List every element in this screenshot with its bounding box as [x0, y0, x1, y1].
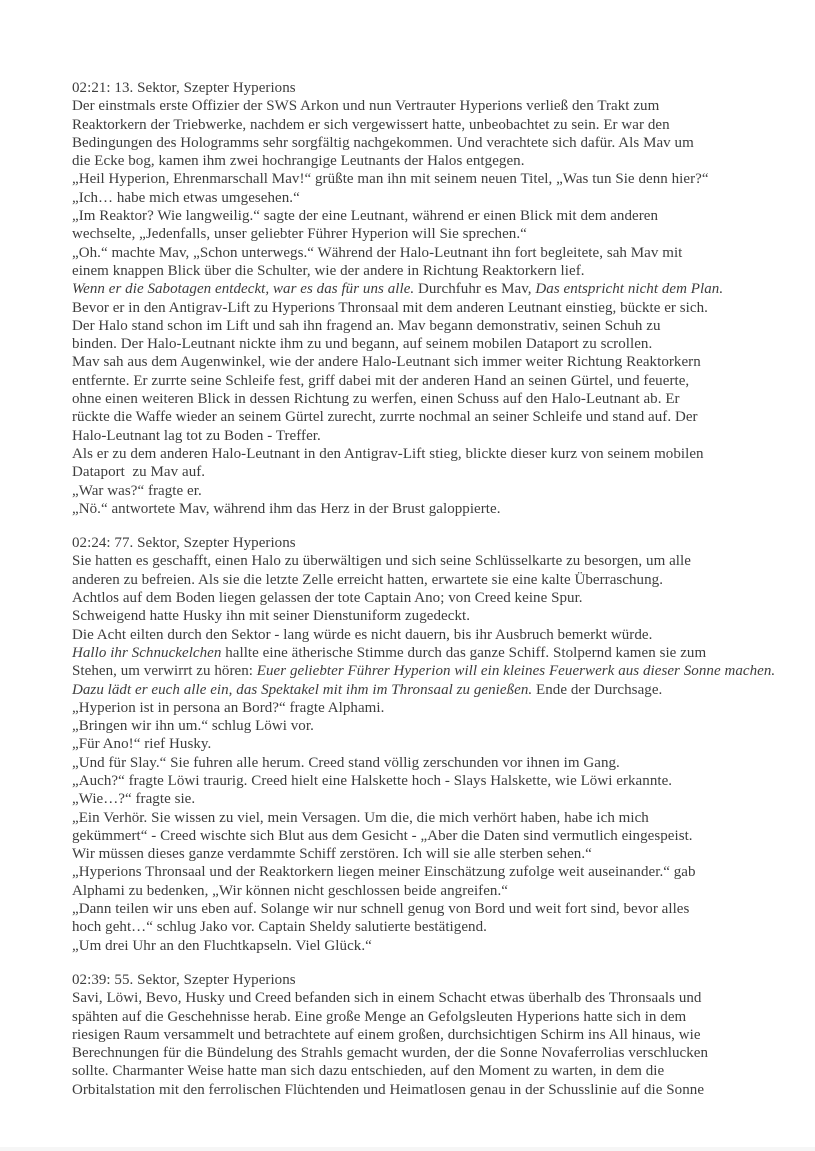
text-segment: die Ecke bog, kamen ihm zwei hochrangige Leutnants der Halos entgegen.: [72, 153, 525, 170]
text-segment: binden. Der Halo-Leutnant nickte ihm zu und begann, auf seinem mobilen Dataport zu scrollen.: [72, 336, 653, 353]
italic-text-segment: Wenn er die Sabotagen entdeckt, war es das für uns alle.: [72, 281, 415, 298]
text-segment: Savi, Löwi, Bevo, Husky und Creed befanden sich in einem Schacht etwas überhalb des Thronsaals und: [72, 990, 702, 1007]
text-line: [72, 189, 762, 207]
text-segment: Dataport zu Mav auf.: [72, 464, 206, 481]
text-line: [72, 589, 762, 607]
text-segment: Reaktorkern der Triebwerke, nachdem er sich vergewissert hatte, unbeobachtet zu sein. Er war den: [72, 116, 670, 133]
text-line: [72, 1026, 762, 1044]
text-segment: „Auch?“ fragte Löwi traurig. Creed hielt eine Halskette hoch - Slays Halskette, wie Löwi erkannte.: [72, 772, 673, 789]
document-section: [72, 971, 762, 1099]
text-line: [72, 662, 776, 680]
text-segment: Die Acht eilten durch den Sektor - lang würde es nicht dauern, bis ihr Ausbruch bemerkt würde.: [72, 626, 653, 643]
text-segment: Bevor er in den Antigrav-Lift zu Hyperions Thronsaal mit dem anderen Leutnant einstieg, bückte er sich.: [72, 299, 708, 316]
text-line: [72, 445, 762, 463]
text-line: [72, 937, 762, 955]
text-line: [72, 626, 762, 644]
text-segment: „Im Reaktor? Wie langweilig.“ sagte der eine Leutnant, während er einen Blick mit dem anderen: [72, 208, 659, 225]
text-line: [72, 317, 762, 335]
italic-text-segment: Euer geliebter Führer Hyperion will ein kleines Feuerwerk aus dieser Sonne machen.: [256, 663, 776, 680]
text-line: [72, 390, 762, 408]
text-segment: „Oh.“ machte Mav, „Schon unterwegs.“ Während der Halo-Leutnant ihn fort begleitete, sah Mav mit: [72, 244, 683, 261]
text-segment: „Hyperion ist in persona an Bord?“ fragte Alphami.: [72, 699, 385, 716]
text-segment: „Um drei Uhr an den Fluchtkapseln. Viel Glück.“: [72, 937, 372, 954]
text-line: [72, 790, 762, 808]
text-segment: Der einstmals erste Offizier der SWS Arkon und nun Vertrauter Hyperions verließ den Trakt zum: [72, 98, 660, 115]
text-line: [72, 882, 762, 900]
text-segment: Alphami zu bedenken, „Wir können nicht geschlossen beide angreifen.“: [72, 882, 508, 899]
text-segment: „Wie…?“ fragte sie.: [72, 791, 196, 808]
text-segment: „Dann teilen wir uns eben auf. Solange wir nur schnell genug von Bord und weit fort sind, bevor alles: [72, 901, 690, 918]
text-segment: „Heil Hyperion, Ehrenmarschall Mav!“ grüßte man ihn mit seinem neuen Titel, „Was tun Sie denn hier?“: [72, 171, 709, 188]
text-segment: Durchfuhr es Mav,: [414, 281, 536, 298]
text-line: [72, 97, 762, 115]
page-bottom-edge: [0, 1147, 815, 1151]
document-section: [72, 534, 776, 955]
text-segment: „Für Ano!“ rief Husky.: [72, 736, 212, 753]
text-segment: Sie hatten es geschafft, einen Halo zu überwältigen und sich seine Schlüsselkarte zu besorgen, um alle: [72, 553, 691, 570]
text-line: [72, 463, 762, 481]
text-line: [72, 552, 762, 570]
text-segment: „Ich… habe mich etwas umgesehen.“: [72, 189, 300, 206]
text-segment: „War was?“ fragte er.: [72, 482, 202, 499]
text-segment: rückte die Waffe wieder an seinem Gürtel zurecht, zurrte nochmal an seiner Schleife und stand auf. Der: [72, 409, 698, 426]
italic-text-segment: Dazu lädt er euch alle ein, das Spektakel mit ihm im Thronsaal zu genießen.: [72, 681, 533, 698]
document-section: [72, 79, 762, 518]
text-line: [72, 207, 762, 225]
text-line: [72, 644, 762, 662]
text-segment: entfernte. Er zurrte seine Schleife fest, griff dabei mit der anderen Hand an seinen Gürtel, und feuerte,: [72, 372, 690, 389]
text-segment: anderen zu befreien. Als sie die letzte Zelle erreicht hatten, erwartete sie eine kalte Überraschung.: [72, 571, 664, 588]
text-segment: Berechnungen für die Bündelung des Strahls gemacht wurden, der die Sonne Novaferrolias verschlucken: [72, 1045, 709, 1062]
text-segment: hallte eine ätherische Stimme durch das ganze Schiff. Stolpernd kamen sie zum: [221, 644, 707, 661]
text-line: [72, 989, 762, 1007]
text-segment: ohne einen weiteren Blick in dessen Richtung zu werfen, einen Schuss auf den Halo-Leutnant ab. Er: [72, 391, 680, 408]
text-line: [72, 116, 762, 134]
text-line: [72, 353, 762, 371]
text-segment: Stehen, um verwirrt zu hören:: [72, 663, 257, 680]
text-segment: Der Halo stand schon im Lift und sah ihn fragend an. Mav begann demonstrativ, seinen Schuh zu: [72, 317, 661, 334]
section-heading: 02:21: 13. Sektor, Szepter Hyperions: [72, 80, 296, 96]
text-segment: „Und für Slay.“ Sie fuhren alle herum. Creed stand völlig zerschunden vor ihnen im Gang.: [72, 754, 620, 771]
text-line: [72, 918, 762, 936]
text-line: [72, 735, 762, 753]
text-segment: riesigen Raum versammelt und betrachtete auf einem großen, durchsichtigen Schirm ins All hinaus, wie: [72, 1026, 701, 1043]
text-line: [72, 571, 762, 589]
text-line: [72, 900, 762, 918]
text-line: [72, 280, 762, 298]
text-line: [72, 681, 762, 699]
text-line: [72, 1008, 762, 1026]
text-segment: Schweigend hatte Husky ihn mit seiner Dienstuniform zugedeckt.: [72, 608, 471, 625]
section-heading: 02:39: 55. Sektor, Szepter Hyperions: [72, 971, 296, 988]
text-segment: hoch geht…“ schlug Jako vor. Captain Sheldy salutierte bestätigend.: [72, 919, 487, 936]
section-heading: 02:24: 77. Sektor, Szepter Hyperions: [72, 535, 296, 552]
text-line: [72, 408, 762, 426]
text-line: [72, 170, 762, 188]
text-segment: Achtlos auf dem Boden liegen gelassen der tote Captain Ano; von Creed keine Spur.: [72, 590, 583, 607]
text-segment: Bedingungen des Hologramms sehr sorgfältig nachgekommen. Und verachtete sich dafür. Als Mav um: [72, 134, 694, 151]
text-line: [72, 1062, 762, 1080]
text-line: [72, 134, 762, 152]
text-segment: Als er zu dem anderen Halo-Leutnant in den Antigrav-Lift stieg, blickte dieser kurz von seinem mobilen: [72, 445, 704, 462]
text-segment: wechselte, „Jedenfalls, unser geliebter Führer Hyperion will Sie sprechen.“: [72, 226, 527, 243]
text-line: [72, 427, 762, 445]
text-line: [72, 225, 762, 243]
text-segment: spähten auf die Geschehnisse herab. Eine große Menge an Gefolgsleuten Hyperions hatte sich in dem: [72, 1008, 687, 1025]
text-line: [72, 607, 762, 625]
text-segment: Orbitalstation mit den ferrolischen Flüchtenden und Heimatlosen genau in der Schusslinie auf die Sonne: [72, 1081, 705, 1098]
italic-text-segment: Hallo ihr Schnuckelchen: [72, 644, 222, 661]
text-line: [72, 372, 762, 390]
text-line: [72, 152, 762, 170]
document-page: [72, 79, 776, 1099]
text-segment: Wir müssen dieses ganze verdammte Schiff zerstören. Ich will sie alle sterben sehen.“: [72, 846, 592, 863]
italic-text-segment: Das entspricht nicht dem Plan.: [535, 281, 724, 298]
text-segment: „Ein Verhör. Sie wissen zu viel, mein Versagen. Um die, die mich verhört haben, habe ich mich: [72, 809, 649, 826]
text-line: [72, 262, 762, 280]
text-segment: Mav sah aus dem Augenwinkel, wie der andere Halo-Leutnant sich immer weiter Richtung Reaktorkern: [72, 354, 701, 371]
text-line: [72, 500, 762, 518]
text-line: [72, 809, 762, 827]
text-line: [72, 244, 762, 262]
text-segment: Ende der Durchsage.: [532, 681, 663, 698]
text-segment: „Bringen wir ihn um.“ schlug Löwi vor.: [72, 718, 314, 735]
text-line: [72, 1081, 762, 1099]
text-line: [72, 754, 762, 772]
text-line: [72, 845, 762, 863]
text-segment: „Nö.“ antwortete Mav, während ihm das Herz in der Brust galoppierte.: [72, 500, 501, 517]
document-sections: [72, 79, 776, 1099]
text-line: [72, 335, 762, 353]
text-segment: einem knappen Blick über die Schulter, wie der andere in Richtung Reaktorkern lief.: [72, 262, 585, 279]
text-segment: gekümmert“ - Creed wischte sich Blut aus dem Gesicht - „Aber die Daten sind vermutlich eingespeist.: [72, 827, 693, 844]
text-line: [72, 299, 762, 317]
text-line: [72, 699, 762, 717]
text-line: [72, 482, 762, 500]
text-line: [72, 827, 762, 845]
text-segment: Halo-Leutnant lag tot zu Boden - Treffer.: [72, 427, 321, 444]
text-line: [72, 863, 762, 881]
text-segment: „Hyperions Thronsaal und der Reaktorkern liegen meiner Einschätzung zufolge weit auseinander.“ gab: [72, 864, 696, 881]
text-line: [72, 772, 762, 790]
text-segment: sollte. Charmanter Weise hatte man sich dazu entschieden, auf den Moment zu warten, in dem die: [72, 1063, 665, 1080]
text-line: [72, 717, 762, 735]
text-line: [72, 1044, 762, 1062]
